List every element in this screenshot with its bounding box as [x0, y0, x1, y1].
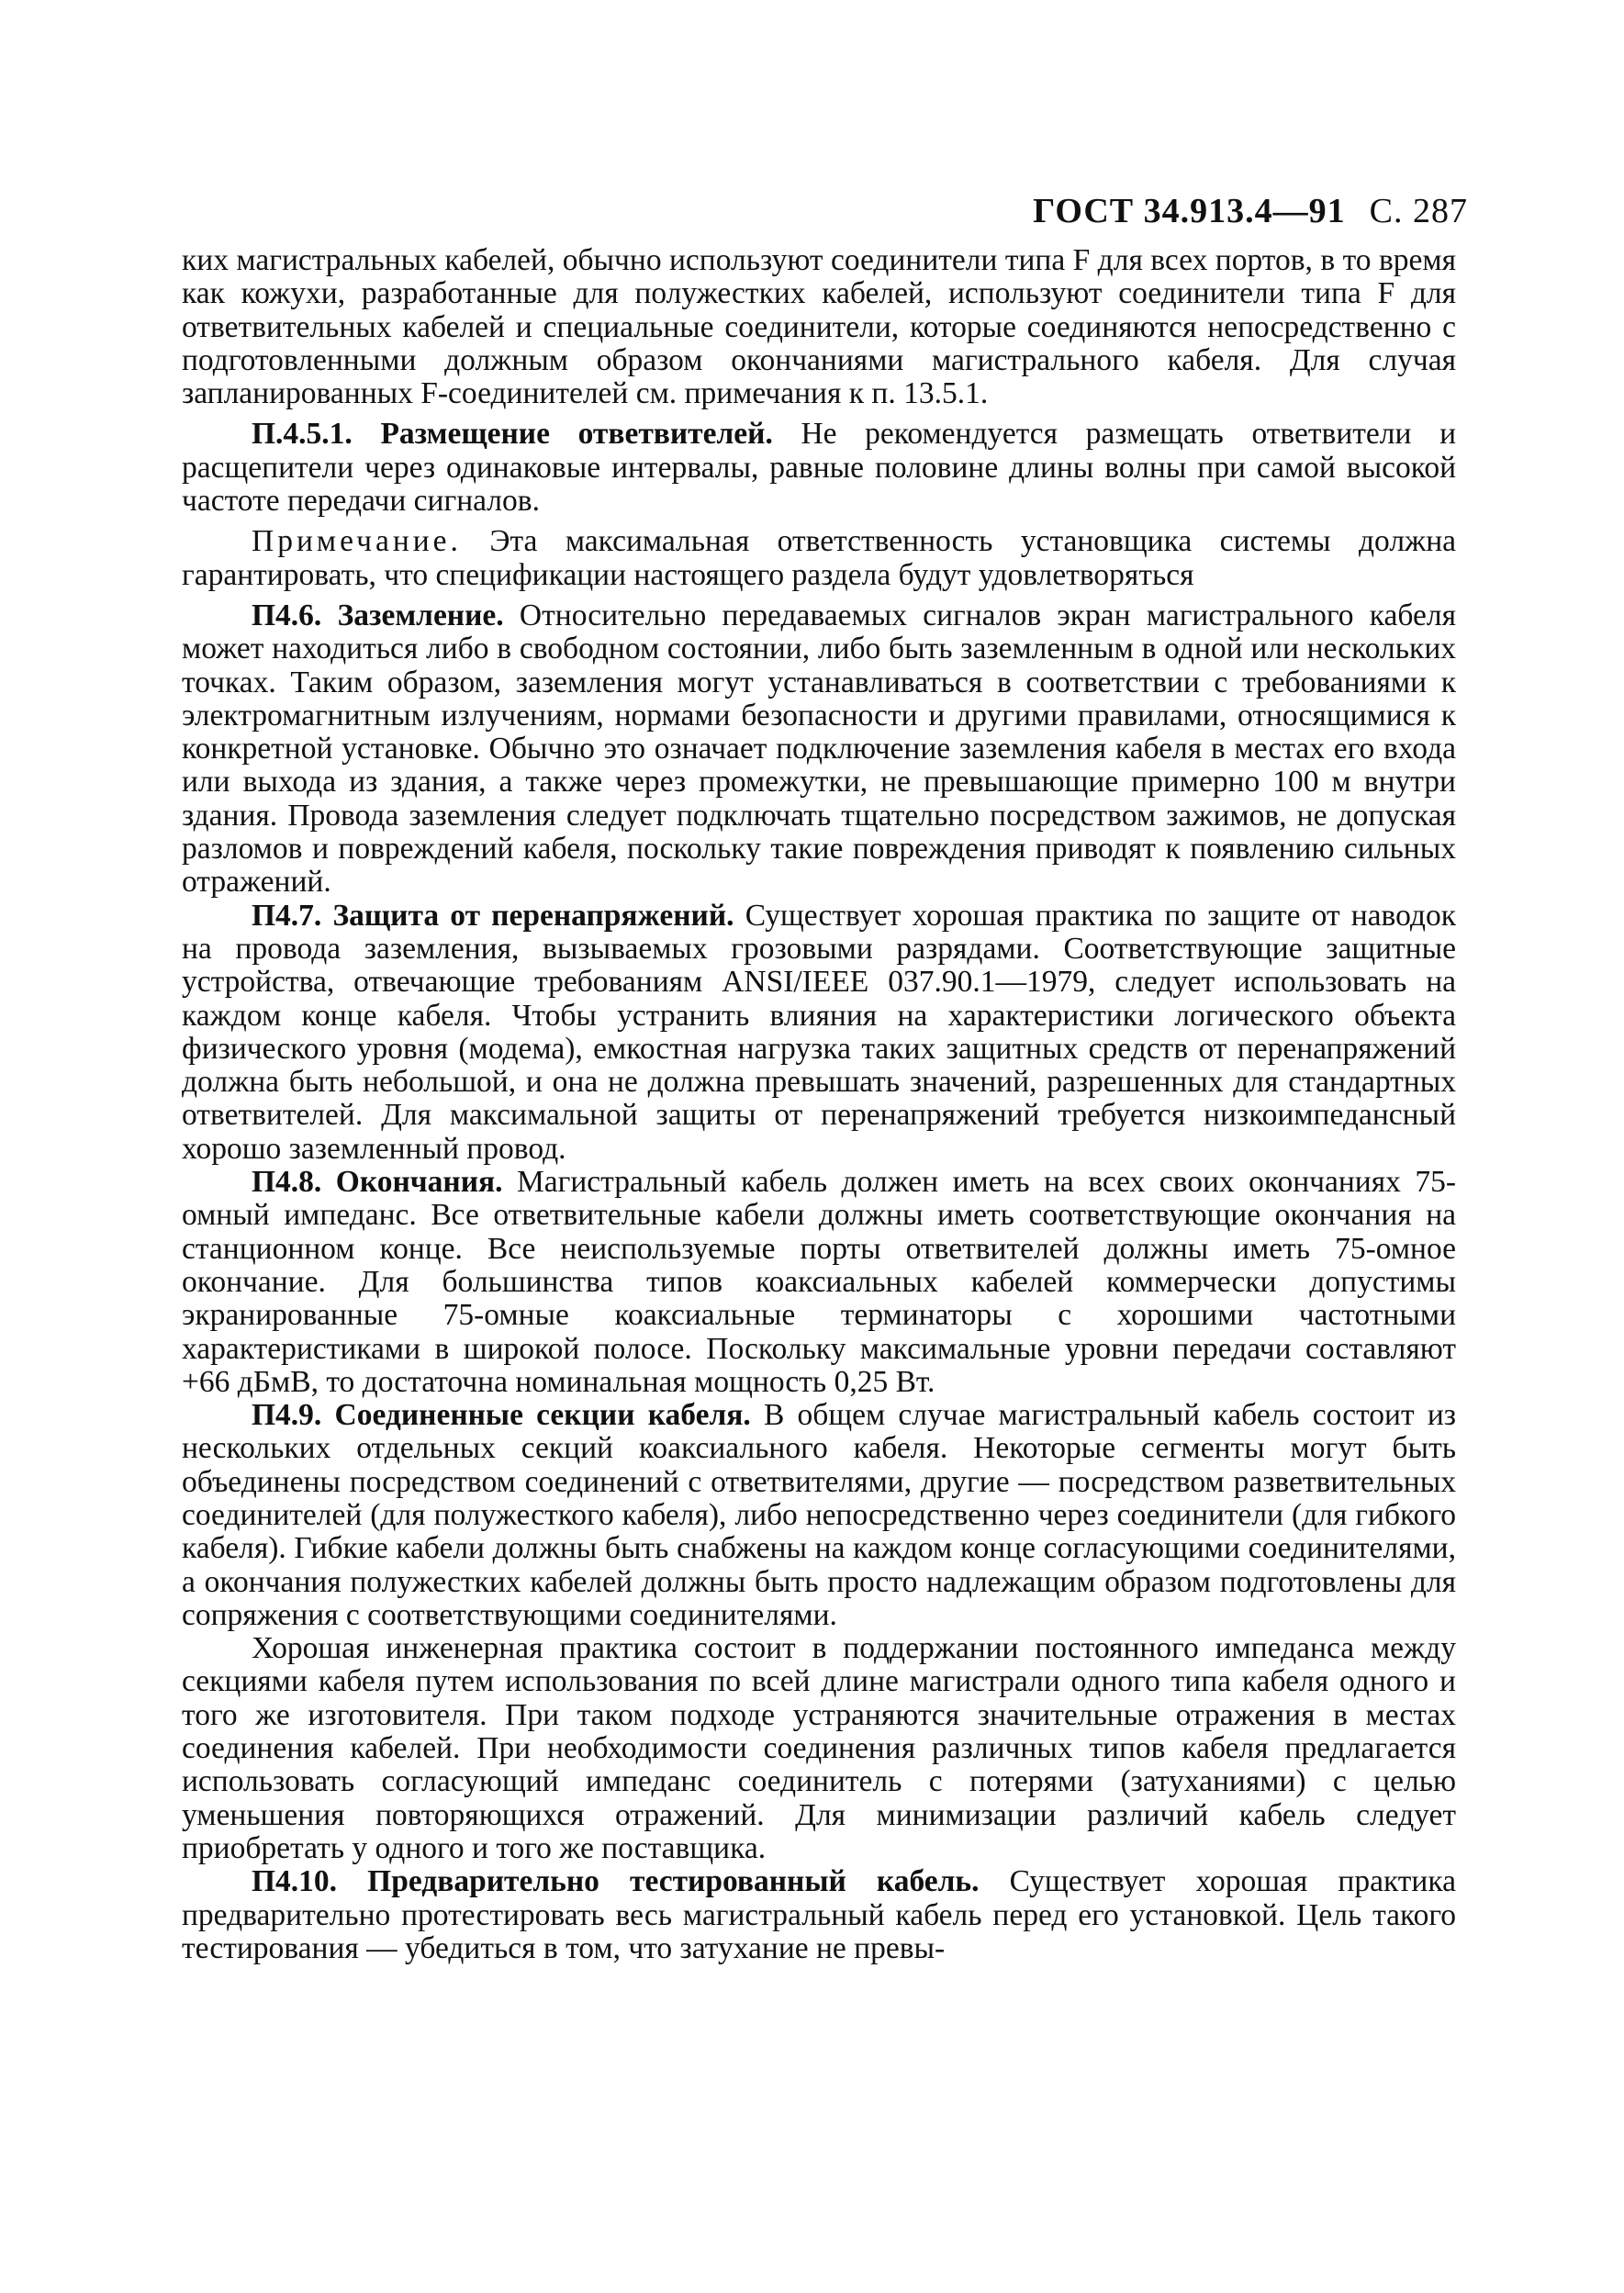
section-heading: П4.6. Заземление. [252, 598, 504, 632]
running-header [1033, 191, 1468, 231]
paragraph-continuation [182, 244, 1456, 410]
paragraph-impedance-practice [182, 1632, 1456, 1865]
section-heading: П4.7. Защита от перенапряжений. [252, 898, 734, 933]
paragraph-surge-protection [182, 900, 1456, 1166]
standard-number: ГОСТ 34.913.4—91 [1033, 192, 1346, 230]
paragraph-text: Не рекомендуется размещать ответвители и расщепители через одинаковые интервалы, равные половине длины волны при самой высокой частоте передачи сигналов. [182, 417, 1457, 519]
paragraph-terminations [182, 1166, 1456, 1399]
paragraph-text: Существует хорошая практика по защите от наводок на провода заземления, вызываемых грозовыми разрядами. Соответствующие защитные устройства, отвечающие требованиям ANSI/IEEE 037.90.1—1979, следует использовать на каждом конце кабеля. Чтобы устранить влияния на характеристики логического объекта физического уровня (модема), емкостная нагрузка таких защитных средств от перенапряжений должна быть небольшой, и она не должна превышать значений, разрешенных для стандартных ответвителей. Для максимальной защиты от перенапряжений требуется низкоимпедансный хорошо заземленный провод. [182, 898, 1456, 1166]
paragraph-pretested-cable [182, 1865, 1456, 1965]
paragraph-text: Существует хорошая практика предварительно протестировать весь магистральный кабель перед его установкой. Цель такого тестирования — убедиться в том, что затухание не превы- [182, 1864, 1456, 1965]
section-heading: П4.9. Соединенные секции кабеля. [252, 1398, 751, 1433]
paragraph-tap-placement [182, 418, 1456, 518]
paragraph-text: Относительно передаваемых сигналов экран магистрального кабеля может находиться либо в свободном состоянии, либо быть заземленным в одной или нескольких точках. Таким образом, заземления могут устанавливаться в соответствии с требованиями к электромагнитным излучениям, нормами безопасности и другими правилами, относящимися к конкретной установке. Обычно это означает подключение заземления кабеля в местах его входа или выхода из здания, а также через промежутки, не превышающие примерно 100 м внутри здания. Провода заземления следует подключать тщательно посредством зажимов, не допуская разломов и повреждений кабеля, поскольку такие повреждения приводят к появлению сильных отражений. [182, 598, 1457, 900]
paragraph-text: Магистральный кабель должен иметь на всех своих окончаниях 75-омный импеданс. Все ответвительные кабели должны иметь соответствующие окончания на станционном конце. Все неиспользуемые порты ответвителей должны иметь 75-омное окончание. Для большинства типов коаксиальных кабелей коммерчески допустимы экранированные 75-омные коаксиальные терминаторы с хорошими частотными характеристиками в широкой полосе. Поскольку максимальные уровни передачи составляют +66 дБмВ, то достаточна номинальная мощность 0,25 Вт. [182, 1165, 1456, 1399]
page-number: С. 287 [1369, 192, 1468, 230]
note-label: Примечание. [252, 524, 462, 559]
section-heading: П4.10. Предварительно тестированный кабель. [252, 1864, 980, 1899]
paragraph-text: ких магистральных кабелей, обычно используют соединители типа F для всех портов, в то время как кожухи, разработанные для полужестких кабелей, используют соединители типа F для ответвительных кабелей и специальные соединители, которые соединяются непосредственно с подготовленными должным образом окончаниями магистрального кабеля. Для случая запланированных F-соединителей см. примечания к п. 13.5.1. [182, 243, 1456, 411]
section-heading: П4.8. Окончания. [252, 1165, 503, 1200]
section-heading: П.4.5.1. Размещение ответвителей. [252, 417, 773, 452]
paragraph-text: В общем случае магистральный кабель состоит из нескольких отдельных секций коаксиального кабеля. Некоторые сегменты могут быть объединены посредством соединений с ответвителями, другие — посредством разветвительных соединителей (для полужесткого кабеля), либо непосредственно через соединители (для гибкого кабеля). Гибкие кабели должны быть снабжены на каждом конце согласующими соединителями, а окончания полужестких кабелей должны быть просто надлежащим образом подготовлены для сопряжения с соответствующими соединителями. [182, 1398, 1456, 1632]
document-body [182, 244, 1456, 1965]
paragraph-cable-sections [182, 1399, 1456, 1632]
paragraph-note [182, 525, 1456, 592]
paragraph-text: Хорошая инженерная практика состоит в поддержании постоянного импеданса между секциями кабеля путем использования по всей длине магистрали одного типа кабеля одного и того же изготовителя. При таком подходе устраняются значительные отражения в местах соединения кабелей. При необходимости соединения различных типов кабеля предлагается использовать согласующий импеданс соединитель с потерями (затуханиями) с целью уменьшения повторяющихся отражений. Для минимизации различий кабель следует приобретать у одного и того же поставщика. [182, 1631, 1456, 1865]
paragraph-grounding [182, 599, 1456, 900]
paragraph-text: Эта максимальная ответственность установщика системы должна гарантировать, что спецификации настоящего раздела будут удовлетворяться [182, 524, 1456, 592]
